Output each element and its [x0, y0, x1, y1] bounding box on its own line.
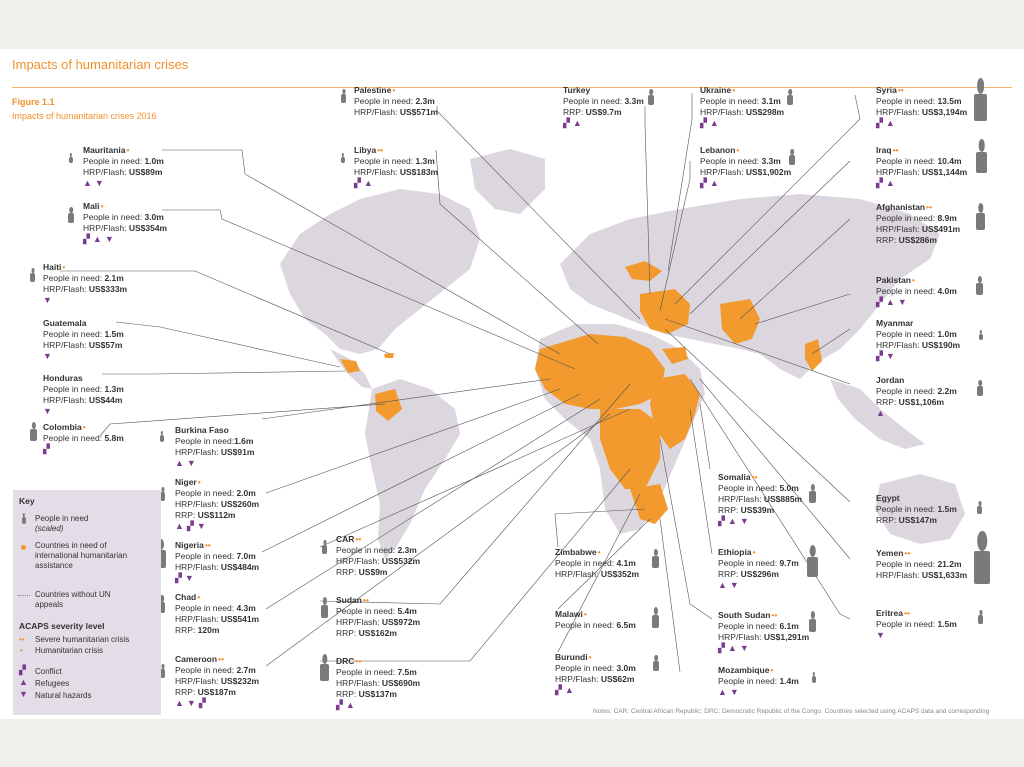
label-eritrea: Eritrea•• People in need: 1.5m ▼: [876, 608, 957, 640]
gun-icon: ▞: [718, 516, 725, 526]
person-icon-myanmar: [979, 334, 983, 340]
figure-sheet: [0, 49, 1024, 719]
tent-icon: ▲: [727, 643, 737, 653]
tent-icon: ▲: [19, 677, 28, 687]
gun-icon: ▞: [700, 178, 707, 188]
tornado-icon: ▼: [729, 687, 739, 697]
label-jordan: Jordan People in need: 2.2m RRP: US$1,106m ▲: [876, 375, 957, 418]
tornado-icon: ▼: [104, 234, 114, 244]
gun-icon: ▞: [43, 444, 50, 454]
key-single-dot-icon: •: [20, 646, 23, 655]
label-yemen: Yemen•• People in need: 21.2m HRP/Flash: US$1,633m: [876, 548, 968, 580]
key-crisis-label: Humanitarian crisis: [35, 646, 104, 655]
person-icon-syria: [974, 94, 987, 121]
person-icon-zimbabwe: [652, 556, 659, 568]
key-double-dot-icon: ••: [19, 635, 25, 644]
tornado-icon: ▼: [43, 295, 52, 305]
tornado-icon: ▼: [43, 351, 52, 361]
label-turkey: Turkey People in need: 3.3m RRP: US$9.7m ▞ ▲: [563, 85, 644, 128]
tent-icon: ▲: [175, 521, 184, 531]
label-chad: Chad• People in need: 4.3m HRP/Flash: US$541m RRP: 120m: [175, 592, 260, 635]
key-severity-title: ACAPS severity level: [19, 621, 105, 631]
key-severe-label: Severe humanitarian crisis: [35, 635, 130, 644]
label-drc: DRC•• People in need: 7.5m HRP/Flash: US$690m RRP: US$137m ▞ ▲: [336, 656, 421, 710]
label-mozambique: Mozambique• People in need: 1.4m ▲ ▼: [718, 665, 799, 697]
label-burundi: Burundi• People in need: 3.0m HRP/Flash: US$62m ▞ ▲: [555, 652, 636, 695]
tent-icon: ▲: [363, 178, 373, 188]
label-mauritania: Mauritania• People in need: 1.0m HRP/Flash: US$89m ▲ ▼: [83, 145, 164, 188]
label-niger: Niger• People in need: 2.0m HRP/Flash: US$260m RRP: US$112m ▲ ▞ ▼: [175, 477, 260, 531]
label-guatemala: Guatemala People in need: 1.5m HRP/Flash: US$57m ▼: [43, 318, 124, 361]
gun-icon: ▞: [876, 351, 883, 361]
key-countries-label: Countries in need of international humanitarian assistance: [35, 541, 128, 570]
label-burkina-faso: Burkina Faso People in need:1.6m HRP/Flash: US$91m ▲ ▼: [175, 425, 255, 468]
label-lebanon: Lebanon• People in need: 3.3m HRP/Flash: US$1,902m ▞ ▲: [700, 145, 792, 188]
gun-icon: ▞: [83, 234, 90, 244]
person-icon-car: [322, 545, 327, 554]
label-sudan: Sudan•• People in need: 5.4m HRP/Flash: US$972m RRP: US$162m: [336, 595, 421, 638]
label-honduras: Honduras People in need: 1.3m HRP/Flash: US$44m ▼: [43, 373, 124, 416]
person-icon-afghanistan: [976, 213, 985, 230]
person-icon-malawi: [652, 615, 659, 628]
label-iraq: Iraq•• People in need: 10.4m HRP/Flash: US$1,144m ▞ ▲: [876, 145, 968, 188]
tornado-icon: ▼: [196, 521, 206, 531]
tent-icon: ▲: [572, 118, 582, 128]
tornado-icon: ▼: [94, 178, 104, 188]
person-icon-ethiopia: [807, 557, 818, 577]
tornado-icon: ▼: [885, 351, 895, 361]
tent-icon: ▲: [718, 687, 727, 697]
person-icon-iraq: [976, 152, 987, 173]
key-people-label: People in need: [35, 514, 89, 523]
person-icon-palestine: [341, 94, 346, 103]
tornado-icon: ▼: [739, 643, 749, 653]
label-myanmar: Myanmar People in need: 1.0m HRP/Flash: US$190m ▞ ▼: [876, 318, 961, 361]
person-icon-colombia: [30, 429, 37, 441]
person-icon-ukraine: [787, 95, 793, 105]
gun-icon: ▞: [718, 643, 725, 653]
person-icon-haiti: [30, 273, 35, 282]
tent-icon: ▲: [564, 685, 574, 695]
person-icon-mali: [68, 213, 74, 223]
label-south-sudan: South Sudan•• People in need: 6.1m HRP/Flash: US$1,291m ▞ ▲ ▼: [718, 610, 810, 653]
gun-icon: ▞: [700, 118, 707, 128]
gun-icon: ▞: [563, 118, 570, 128]
key-dotted-line-icon: [18, 595, 30, 596]
tent-icon: ▲: [885, 118, 895, 128]
tent-icon: ▲: [92, 234, 102, 244]
person-icon-mauritania: [69, 157, 73, 163]
gun-icon: ▞: [198, 698, 206, 708]
person-icon-yemen: [974, 551, 990, 584]
gun-icon: ▞: [354, 178, 361, 188]
label-colombia: Colombia• People in need: 5.8m ▞: [43, 422, 124, 454]
gun-icon: ▞: [876, 118, 883, 128]
tornado-icon: ▼: [184, 573, 194, 583]
label-car: CAR•• People in need: 2.3m HRP/Flash: US$532m RRP: US$9m: [336, 534, 421, 577]
gun-icon: ▞: [876, 178, 883, 188]
person-icon-burkina-faso: [160, 435, 164, 442]
tent-icon: ▲: [175, 458, 184, 468]
gun-icon: ▞: [186, 521, 194, 531]
person-icon-mozambique: [812, 676, 816, 683]
key-title: Key: [19, 496, 35, 506]
label-palestine: Palestine• People in need: 2.3m HRP/Flash: US$571m: [354, 85, 439, 117]
label-pakistan: Pakistan• People in need: 4.0m ▞ ▲ ▼: [876, 275, 957, 307]
page-title: Impacts of humanitarian crises: [12, 57, 189, 72]
tornado-icon: ▼: [729, 580, 739, 590]
label-cameroon: Cameroon•• People in need: 2.7m HRP/Flash: US$232m RRP: US$187m ▲ ▼ ▞: [175, 654, 260, 708]
label-afghanistan: Afghanistan•• People in need: 8.9m HRP/Flash: US$491m RRP: US$286m: [876, 202, 961, 245]
label-mali: Mali• People in need: 3.0m HRP/Flash: US$354m ▞ ▲ ▼: [83, 201, 168, 244]
person-icon-jordan: [977, 386, 983, 396]
person-icon-south-sudan: [809, 619, 816, 632]
person-icon-egypt: [977, 506, 982, 514]
label-egypt: Egypt People in need: 1.5m RRP: US$147m: [876, 493, 957, 525]
figure-number: Figure 1.1: [12, 97, 55, 107]
person-icon-sudan: [321, 605, 328, 618]
north-america-landmass: [280, 189, 480, 354]
tent-icon: ▲: [83, 178, 92, 188]
gun-icon: ▞: [336, 700, 343, 710]
greenland-landmass: [470, 149, 545, 214]
key-no-un-label: Countries without UN appeals: [35, 590, 111, 609]
tornado-icon: ▼: [186, 698, 196, 708]
key-refugees-label: Refugees: [35, 679, 70, 688]
person-icon-pakistan: [976, 283, 983, 295]
label-syria: Syria•• People in need: 13.5m HRP/Flash: US$3,194m ▞ ▲: [876, 85, 968, 128]
label-somalia: Somalia•• People in need: 5.0m HRP/Flash: US$885m RRP: US$39m ▞ ▲ ▼: [718, 472, 803, 526]
legend-key: [13, 490, 161, 715]
tent-icon: ▲: [885, 178, 895, 188]
tent-icon: ▲: [175, 698, 184, 708]
tent-icon: ▲: [718, 580, 727, 590]
gun-icon: ▞: [175, 573, 182, 583]
tornado-icon: ▼: [186, 458, 196, 468]
gun-icon: ▞: [19, 665, 26, 675]
gun-icon: ▞: [876, 297, 883, 307]
person-icon-lebanon: [789, 155, 795, 165]
label-haiti: Haiti• People in need: 2.1m HRP/Flash: US$333m ▼: [43, 262, 128, 305]
person-icon-somalia: [809, 491, 816, 503]
key-person-icon: [22, 517, 26, 524]
tent-icon: ▲: [709, 178, 719, 188]
label-ethiopia: Ethiopia• People in need: 9.7m RRP: US$296m ▲ ▼: [718, 547, 799, 590]
footnote: Notes: CAR: Central African Republic; DRC: Democratic Republic of the Congo. Countries selected using ACAPS data and corresponding: [593, 708, 990, 715]
figure-caption: Impacts of humanitarian crises 2016: [12, 111, 157, 121]
tornado-icon: ▼: [897, 297, 907, 307]
key-orange-dot-icon: [21, 545, 26, 550]
tornado-icon: ▼: [43, 406, 52, 416]
person-icon-eritrea: [978, 615, 983, 624]
tent-icon: ▲: [709, 118, 719, 128]
tent-icon: ▲: [727, 516, 737, 526]
person-icon-burundi: [653, 661, 659, 671]
person-icon-libya: [341, 157, 345, 163]
person-icon-drc: [320, 664, 329, 681]
label-nigeria: Nigeria•• People in need: 7.0m HRP/Flash: US$484m ▞ ▼: [175, 540, 260, 583]
tornado-icon: ▼: [19, 689, 28, 699]
label-malawi: Malawi• People in need: 6.5m: [555, 609, 636, 630]
label-ukraine: Ukraine• People in need: 3.1m HRP/Flash: US$298m ▞ ▲: [700, 85, 785, 128]
key-conflict-label: Conflict: [35, 667, 62, 676]
gun-icon: ▞: [555, 685, 562, 695]
tent-icon: ▲: [876, 408, 885, 418]
key-scaled-label: (scaled): [35, 524, 64, 533]
tent-icon: ▲: [885, 297, 895, 307]
label-libya: Libya•• People in need: 1.3m HRP/Flash: US$183m ▞ ▲: [354, 145, 439, 188]
tornado-icon: ▼: [876, 630, 885, 640]
tornado-icon: ▼: [739, 516, 749, 526]
tent-icon: ▲: [345, 700, 355, 710]
label-zimbabwe: Zimbabwe• People in need: 4.1m HRP/Flash: US$352m: [555, 547, 640, 579]
key-natural-label: Natural hazards: [35, 691, 92, 700]
person-icon-turkey: [648, 95, 654, 105]
